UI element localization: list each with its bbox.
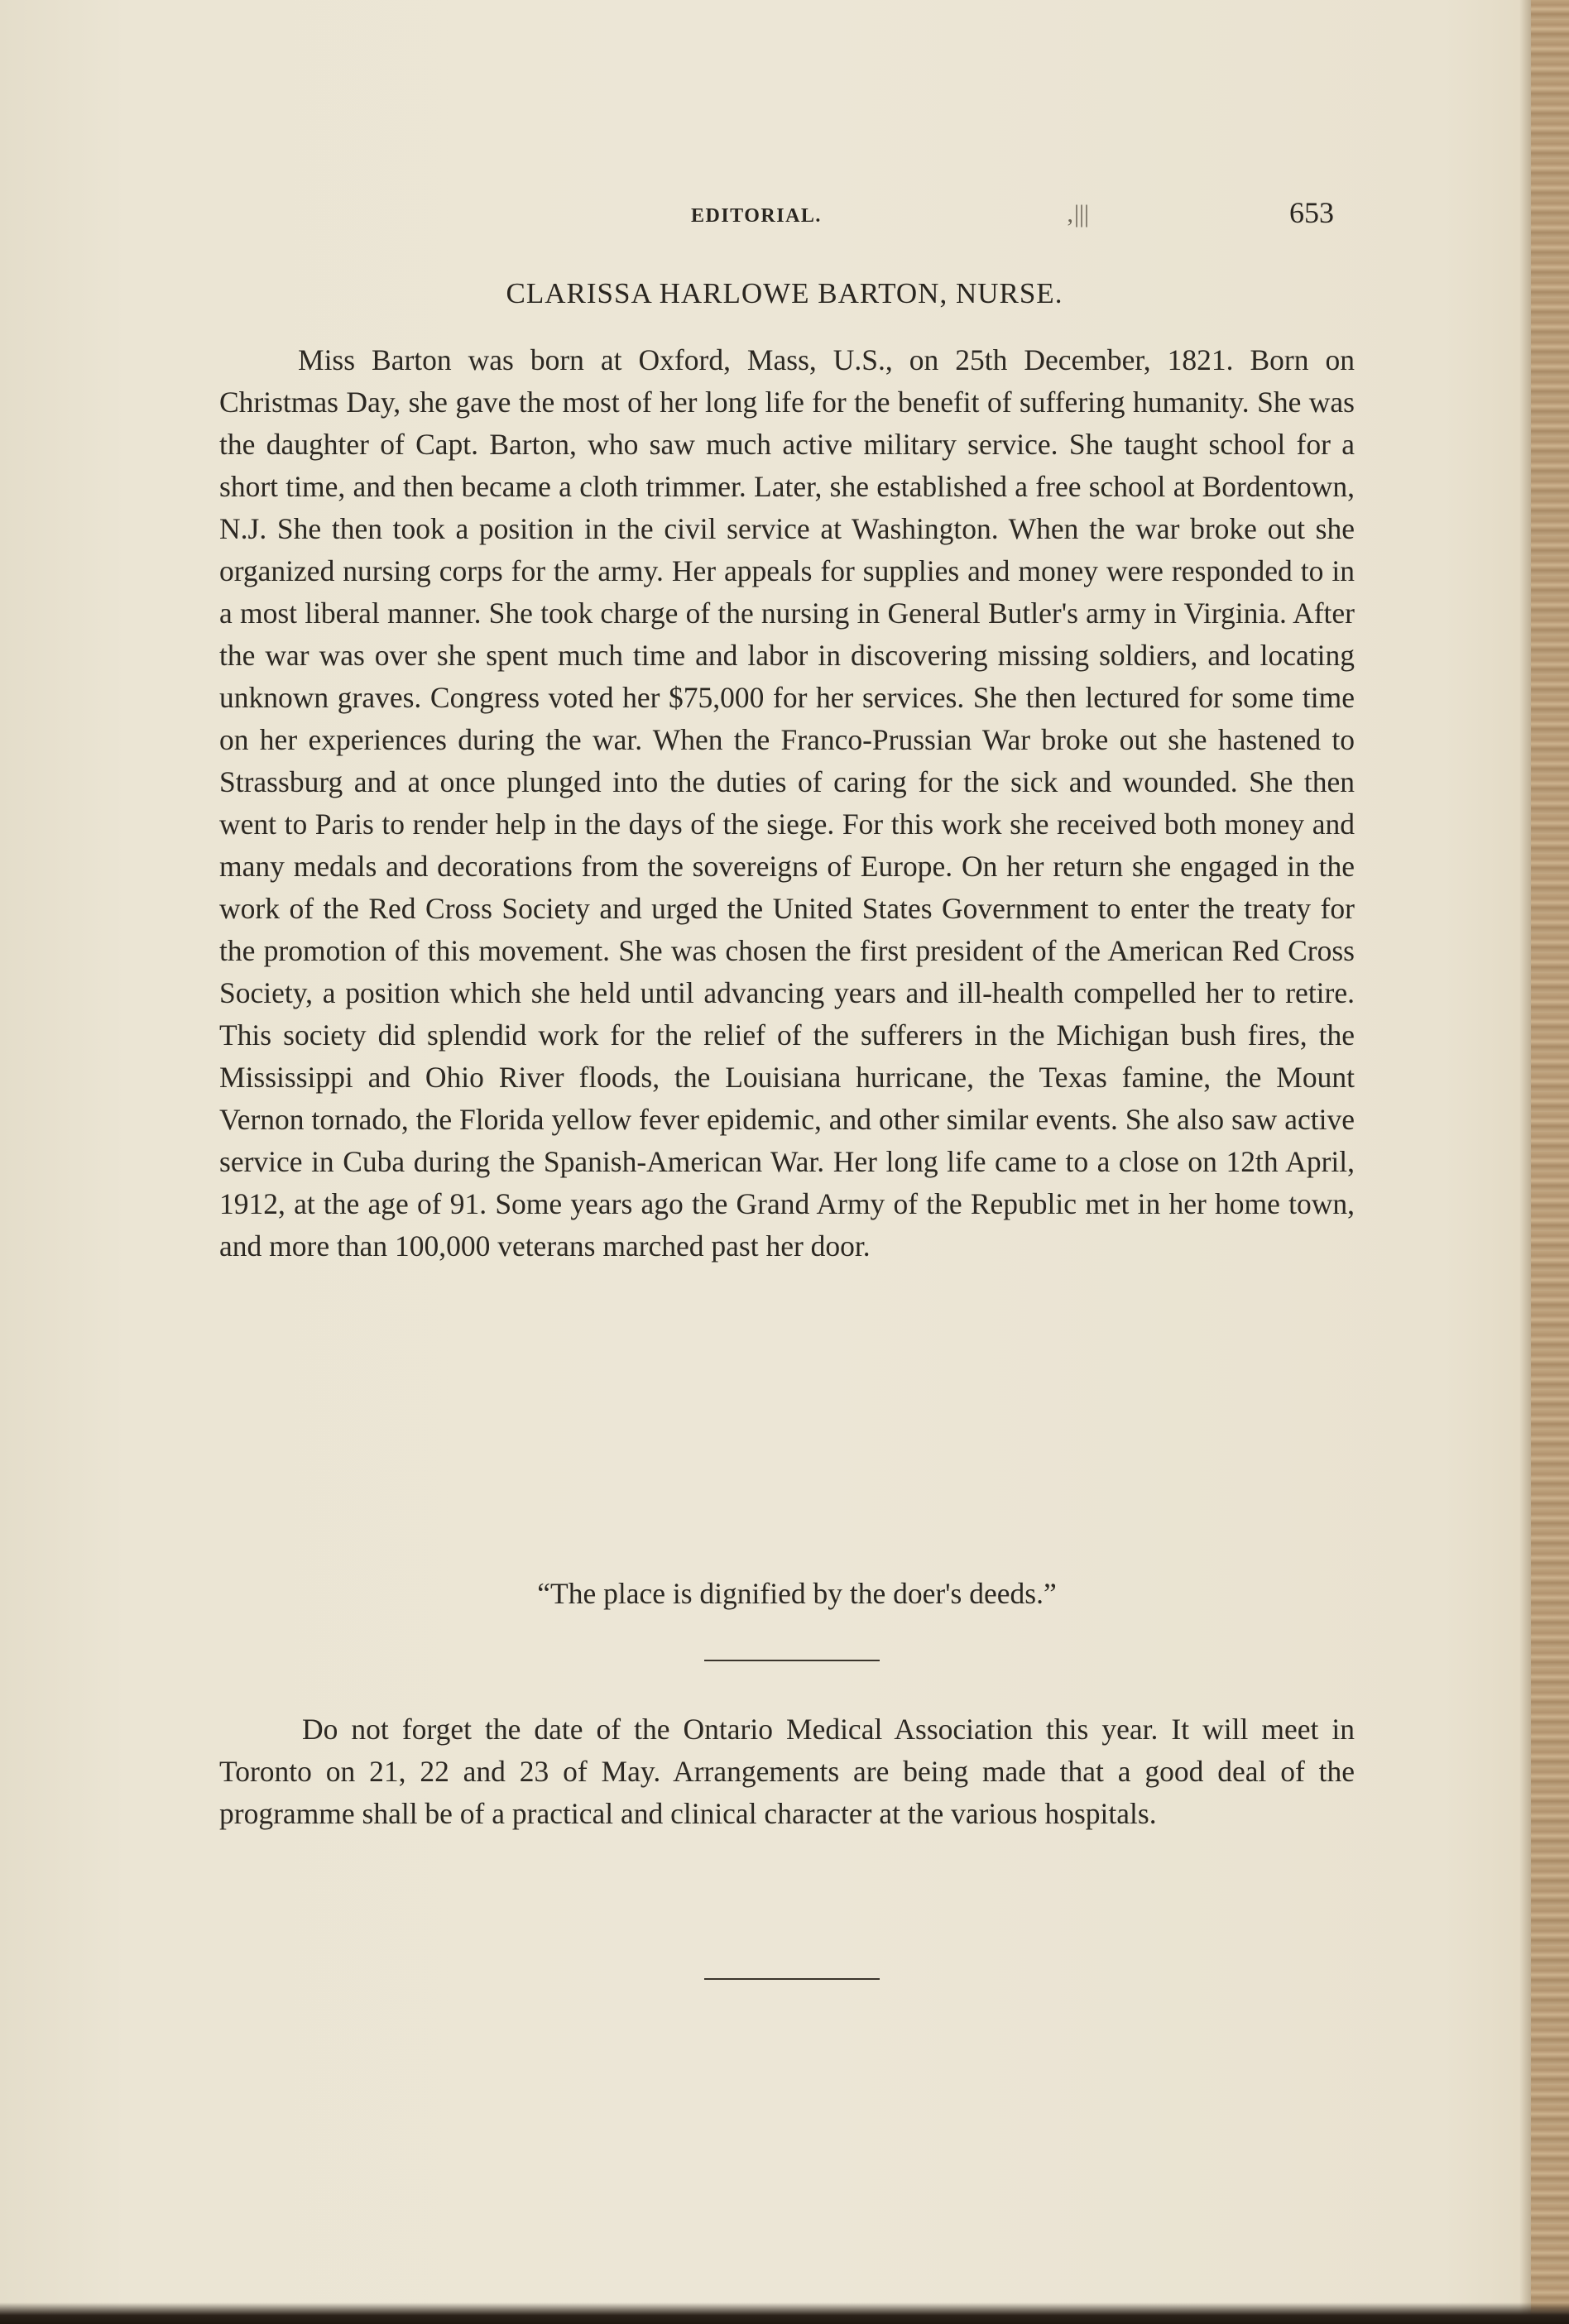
section-divider — [704, 1978, 880, 1980]
bottom-shadow — [0, 2302, 1569, 2324]
print-mark: ‚||| — [1066, 200, 1090, 228]
article-quote: “The place is dignified by the doer's deeds.” — [537, 1577, 1057, 1610]
page-edge-shadow — [1519, 0, 1531, 2324]
article-body: Miss Barton was born at Oxford, Mass, U.S., on 25th December, 1821. Born on Christmas Day, she gave the most of her long life for the benefit of suffering humanity. She was the daughter of Capt. Barton, who saw much active military service. She taught school for a short time, and then became a cloth trimmer. Later, she established a free school at Bordentown, N.J. She then took a position in the civil service at Washington. When the war broke out she organized nursing corps for the army. Her appeals for supplies and money were responded to in a most liberal manner. She took charge of the nursing in General Butler's army in Virginia. After the war was over she spent much time and labor in discovering missing soldiers, and locating unknown graves. Congress voted her $75,000 for her services. She then lectured for some time on her experiences during the war. When the Franco-Prussian War broke out she hastened to Strassburg and at once plunged into the duties of caring for the sick and wounded. She then went to Paris to render help in the days of the siege. For this work she received both money and many medals and decorations from the sovereigns of Europe. On her return she engaged in the work of the Red Cross Society and urged the United States Government to enter the treaty for the promotion of this movement. She was chosen the first president of the American Red Cross Society, a position which she held until advancing years and ill-health compelled her to retire. This society did splendid work for the relief of the sufferers in the Michigan bush fires, the Mississippi and Ohio River floods, the Louisiana hurricane, the Texas famine, the Mount Vernon tornado, the Florida yellow fever epidemic, and other similar events. She also saw active service in Cuba during the Spanish-American War. Her long life came to a close on 12th April, 1912, at the age of 91. Some years ago the Grand Army of the Republic met in her home town, and more than 100,000 veterans marched past her door. — [219, 343, 1355, 1263]
notice-body: Do not forget the date of the Ontario Medical Association this year. It will meet in Toronto on 21, 22 and 23 of May. Arrangements are being made that a good deal of the programme shall be of a practical and clinical character at the various hospitals. — [219, 1713, 1355, 1830]
page-edge — [1531, 0, 1569, 2324]
section-divider — [704, 1660, 880, 1661]
page-number: 653 — [1289, 196, 1334, 229]
running-head: EDITORIAL. — [691, 205, 822, 227]
article-title: CLARISSA HARLOWE BARTON, NURSE. — [506, 277, 1063, 309]
